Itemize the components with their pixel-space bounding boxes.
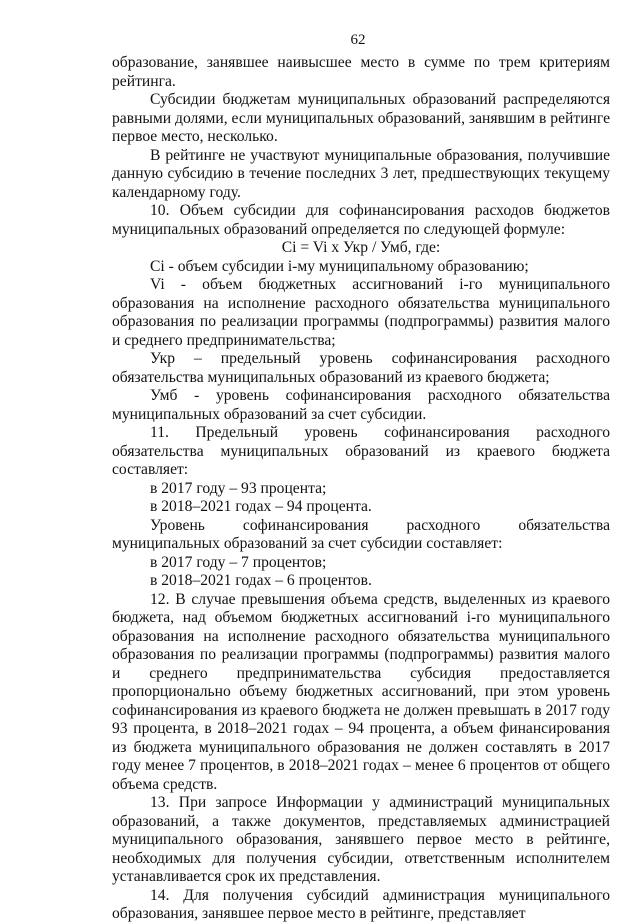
paragraph: В рейтинге не участвуют муниципальные образования, получившие данную субсидию в течение последних 3 лет, предшествующих текущему календарному году. bbox=[112, 146, 610, 201]
paragraph: Субсидии бюджетам муниципальных образований распределяются равными долями, если муниципальных образований, занявшим в рейтинге первое место, несколько. bbox=[112, 91, 610, 145]
paragraph: в 2018–2021 годах – 6 процентов. bbox=[150, 572, 372, 589]
paragraph: 10. Объем субсидии для софинансирования расходов бюджетов муниципальных образований определяется по следующей формуле: bbox=[112, 202, 610, 238]
paragraph: 14. Для получения субсидий администрация муниципального образования, занявшее первое место в рейтинге, представляет bbox=[112, 886, 610, 922]
paragraph: 13. При запросе Информации у администраций муниципальных образований, а также документов, представляемых администрацией муниципального образования, занявшего первое место в рейтинге, необходимых для получения субсидии, ответственным исполнителем устанавливается срок их представления. bbox=[112, 794, 610, 885]
paragraph: 11. Предельный уровень софинансирования расходного обязательства муниципальных образований из краевого бюджета составляет: bbox=[112, 424, 610, 478]
paragraph: Vi - объем бюджетных ассигнований i-го муниципального образования на исполнение расходного обязательства муниципального образования по реализации программы (подпрограммы) развития малого и среднего предпринимательства; bbox=[112, 276, 610, 349]
paragraph: Уровень софинансирования расходного обязательства муниципальных образований за счет субсидии составляет: bbox=[112, 516, 610, 552]
document-body bbox=[112, 54, 610, 924]
paragraph: Укр – предельный уровень софинансирования расходного обязательства муниципальных образований из краевого бюджета; bbox=[112, 350, 610, 386]
paragraph: в 2017 году – 93 процента; bbox=[150, 479, 327, 497]
paragraph: образование, занявшее наивысшее место в сумме по трем критериям рейтинга. bbox=[112, 54, 610, 90]
paragraph: в 2018–2021 годах – 94 процента. bbox=[150, 498, 372, 515]
paragraph: Умб - уровень софинансирования расходного обязательства муниципальных образований за счет субсидии. bbox=[112, 387, 610, 423]
page-number: 62 bbox=[350, 32, 366, 48]
paragraph: в 2017 году – 7 процентов; bbox=[150, 553, 327, 571]
formula: Ci = Vi x Укр / Умб, где: bbox=[281, 239, 441, 256]
paragraph: 12. В случае превышения объема средств, выделенных из краевого бюджета, над объемом бюджетных ассигнований i-го муниципального образования на исполнение расходного обязательства муниципального образования по реализации программы (подпрограммы) развития малого и среднего предпринимательства субсидия предоставляется пропорционально объему бюджетных ассигнований, при этом уровень софинансирования из краевого бюджета не должен превышать в 2017 году 93 процента, в 2018–2021 годах – 94 процента, а объем финансирования из бюджета муниципального образования не должен составлять в 2017 году менее 7 процентов, в 2018–2021 годах – менее 6 процентов от общего объема средств. bbox=[112, 590, 610, 793]
paragraph: Ci - объем субсидии i-му муниципальному образованию; bbox=[150, 257, 529, 275]
